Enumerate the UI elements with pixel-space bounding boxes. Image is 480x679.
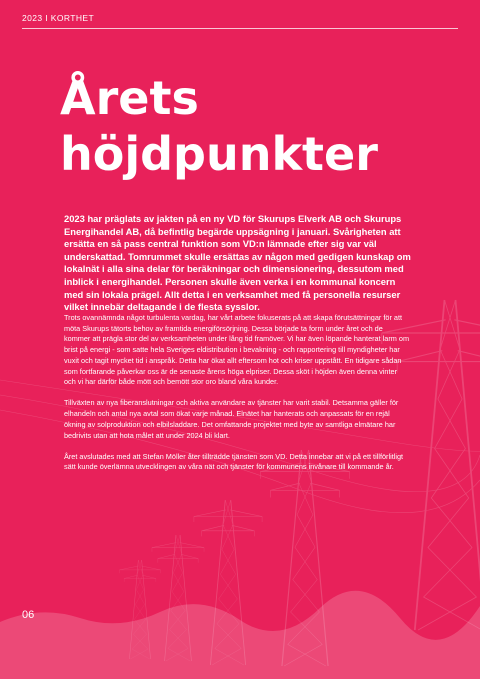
header-divider — [22, 28, 458, 29]
page-number: 06 — [22, 609, 35, 621]
body-paragraph: Trots ovannämnda något turbulenta vardag, har vårt arbete fokuserats på att skapa förutsättningar för att möta Skurups tätorts behov av framtida energiförsörjning. Dessa började ta form under året och de kommer att prägla stor del av verksamheten under lång tid framöver. Vi har även löpande hanterat larm om brist på energi - som satte hela Sveriges eldistribution i bevakning - och rapportering till myndigheter har vuxit och tagit mycket tid i anspråk. Detta har ökat allt eftersom hot och kriser uppstått. En tidigare sådan som fortfarande påverkar oss är de senaste årens höga elpriser. Dessa sköt i höjden även denna vinter och vi har därför både mött och bemött stor oro bland våra kunder. — [64, 313, 410, 387]
section-label: 2023 I KORTHET — [22, 13, 95, 23]
page-title — [60, 70, 440, 182]
body-paragraph: Tillväxten av nya fiberanslutningar och aktiva användare av tjänster har varit stabil. Detsamma gäller för elhandeln och antal nya avtal som ökat varje månad. Elnätet har hanterats och anpassats för en rejäl ökning av solproduktion och elbilsladdare. Det omfattande projektet med byte av samtliga elmätare har bedrivits utan att hota målet att under 2024 bli klart. — [64, 398, 399, 440]
body-text — [64, 313, 410, 484]
body-paragraph: Året avslutades med att Stefan Möller åter tillträdde tjänsten som VD. Detta innebar att vi på ett tillförlitligt sätt kunde överlämna utvecklingen av våra nät och tjänster för kommunens invånare till kommande år. — [64, 451, 404, 472]
page-title-line-1: Årets — [60, 71, 199, 125]
lead-paragraph: 2023 har präglats av jakten på en ny VD för Skurups Elverk AB och Skurups Energihandel AB, då befintlig begärde uppsägning i januari. Svårigheten att ersätta en så pass central funktion som VD:n lämnade efter sig var väl underskattad. Tomrummet skulle ersättas av någon med gedigen kunskap om lokalnät i alla sina delar för beräkningar och dimensionering, dessutom med inblick i energihandel. Personen skulle även verka i en kommunal koncern med sin lokala prägel. Allt detta i en verksamhet med få personella resurser vilket innebär deltagande i de flesta sysslor. — [64, 213, 411, 313]
page-title-line-2: höjdpunkter — [60, 127, 378, 181]
